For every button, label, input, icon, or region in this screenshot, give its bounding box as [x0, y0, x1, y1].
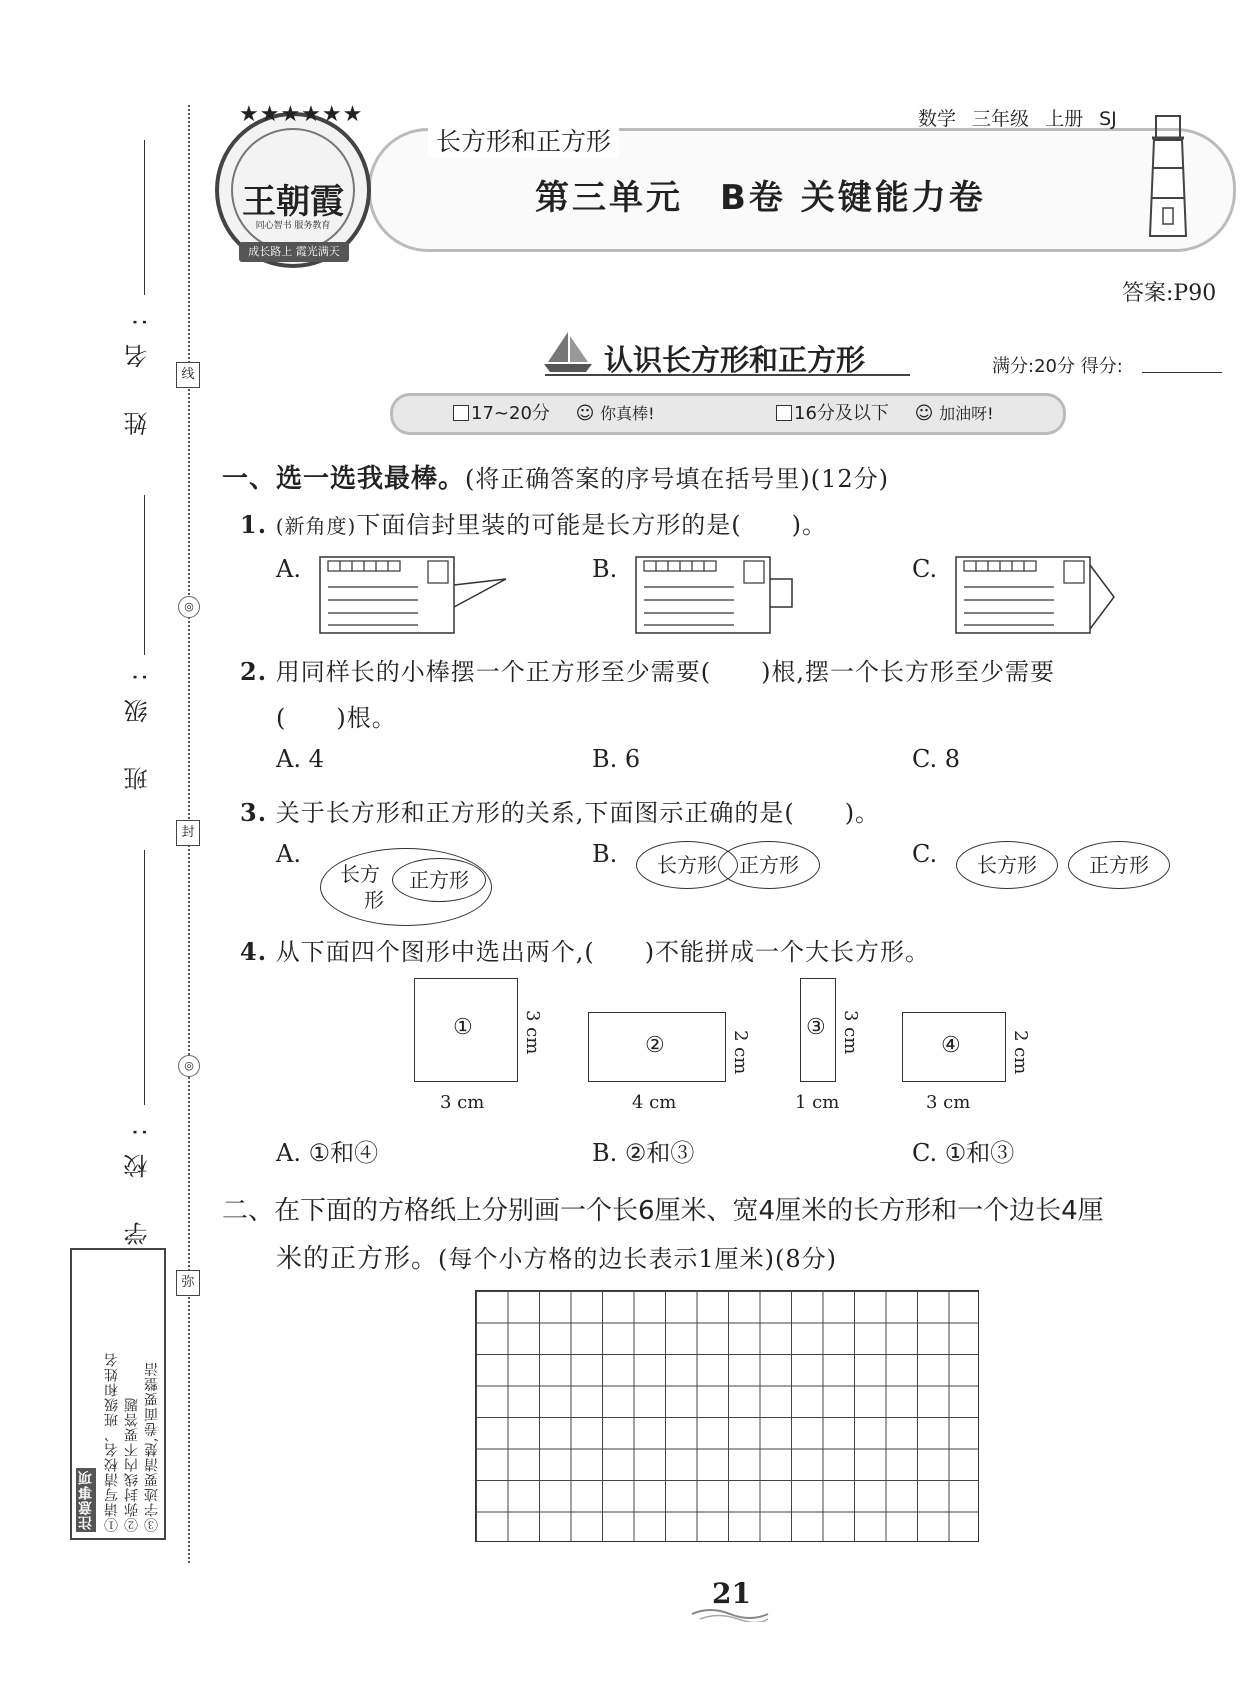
- q4-option-a[interactable]: A. ①和④: [276, 1139, 379, 1167]
- notice-box: [70, 1248, 166, 1540]
- sailboat-icon: [540, 330, 596, 374]
- ellipse-rectangle: 长方形: [956, 841, 1058, 889]
- school-blank: [144, 850, 145, 1105]
- ellipse-square: 正方形: [392, 858, 486, 902]
- smile-icon: ☺: [575, 403, 595, 424]
- ellipse-rect-label-1: 长方: [340, 862, 380, 886]
- shape-4-mark: ④: [941, 1033, 961, 1058]
- envelope-a-icon: [318, 555, 510, 635]
- ellipse-square: 正方形: [1068, 841, 1170, 889]
- shape-1-mark: ①: [453, 1015, 473, 1040]
- tier-low: [776, 396, 994, 432]
- q3-text: 关于长方形和正方形的关系,下面图示正确的是( )。: [275, 799, 881, 827]
- notice-item: ③字迹要清楚,卷面要整洁: [144, 1361, 160, 1532]
- book-meta: 数学 三年级 上册 SJ: [918, 108, 1117, 130]
- q1-option-b[interactable]: B.: [592, 555, 618, 583]
- unit-subtitle: 长方形和正方形: [428, 122, 619, 158]
- tier-low-comment: 加油呀!: [939, 404, 994, 423]
- q2-text: 用同样长的小棒摆一个正方形至少需要( )根,摆一个长方形至少需要: [275, 658, 1056, 686]
- name-blank: [144, 140, 145, 295]
- section-title: 认识长方形和正方形: [604, 343, 866, 377]
- part1-heading: [222, 458, 889, 495]
- shape-3: [800, 978, 836, 1082]
- score-tier-bar: [390, 393, 1066, 435]
- part2-heading-line2: [276, 1238, 837, 1275]
- shape-3-mark: ③: [806, 1015, 826, 1040]
- ellipse-rect-label-2: 形: [364, 888, 384, 912]
- score-blank[interactable]: [1142, 372, 1222, 373]
- seal-feng-mark: 封: [176, 820, 200, 846]
- part2-heading: 二、在下面的方格纸上分别画一个长6厘米、宽4厘米的长方形和一个边长4厘: [222, 1196, 1104, 1226]
- logo-ribbon: 成长路上 霞光满天: [239, 242, 349, 262]
- smile-icon: ☺: [914, 403, 934, 424]
- logo-name: 王朝霞: [242, 182, 344, 222]
- tier-low-label: 16分及以下: [794, 403, 889, 424]
- lighthouse-icon: [1138, 108, 1198, 238]
- logo-sub: 同心智书 服务教育: [255, 221, 331, 231]
- shape-3-height: 3 cm: [840, 1010, 861, 1055]
- part1-heading-text: 一、选一选我最棒。: [222, 464, 466, 494]
- class-label: 班 级:: [124, 655, 152, 791]
- q4-option-c[interactable]: C. ①和③: [912, 1139, 1015, 1167]
- q2-option-b[interactable]: B. 6: [592, 745, 641, 773]
- part2-note: (每个小方格的边长表示1厘米)(8分): [438, 1245, 838, 1273]
- shape-4-width: 3 cm: [926, 1092, 971, 1113]
- seal-dot-icon: ◎: [178, 596, 200, 618]
- q1-text: 下面信封里装的可能是长方形的是( )。: [356, 511, 828, 539]
- name-label: 姓 名:: [124, 300, 152, 436]
- q3-option-c[interactable]: C.: [912, 840, 938, 868]
- q4-text: 从下面四个图形中选出两个,( )不能拼成一个大长方形。: [275, 938, 931, 966]
- question-1: [240, 505, 827, 540]
- q2-number: 2.: [240, 657, 268, 686]
- q4-number: 4.: [240, 937, 268, 966]
- shape-2-mark: ②: [645, 1033, 665, 1058]
- wave-decoration-icon: [690, 1606, 770, 1622]
- star-icons: ★★★★★★: [239, 102, 364, 127]
- checkbox[interactable]: [776, 405, 792, 421]
- shape-4: [902, 1012, 1006, 1082]
- q2-option-a[interactable]: A. 4: [276, 745, 324, 773]
- q1-option-a[interactable]: A.: [276, 555, 301, 583]
- seal-line-mark: 线: [176, 362, 200, 388]
- part2-heading-text2: 米的正方形。: [276, 1244, 439, 1274]
- shape-1: [414, 978, 518, 1082]
- seal-dot-icon: ◎: [178, 1055, 200, 1077]
- shape-3-width: 1 cm: [795, 1092, 840, 1113]
- shape-2-height: 2 cm: [730, 1030, 751, 1075]
- shape-1-width: 3 cm: [440, 1092, 485, 1113]
- ellipse-square: 正方形: [718, 841, 820, 889]
- q1-tag: (新角度): [275, 514, 357, 538]
- q3-number: 3.: [240, 798, 268, 827]
- shape-4-height: 2 cm: [1010, 1030, 1031, 1075]
- question-2: [240, 652, 1055, 687]
- q1-option-c[interactable]: C.: [912, 555, 938, 583]
- notice-item: ②弥封线内不要答题: [124, 1397, 140, 1532]
- drawing-grid[interactable]: [475, 1290, 979, 1542]
- q2-option-c[interactable]: C. 8: [912, 745, 961, 773]
- tier-high-comment: 你真棒!: [600, 404, 655, 423]
- notice-title: 注意事项: [78, 1470, 94, 1530]
- seal-mi-mark: 弥: [176, 1270, 200, 1296]
- checkbox[interactable]: [453, 405, 469, 421]
- section-underline: [545, 374, 910, 376]
- envelope-b-icon: [634, 555, 804, 635]
- ellipse-rectangle: 长方形: [636, 841, 738, 889]
- brand-logo: [215, 102, 371, 268]
- score-label: 满分:20分 得分:: [992, 356, 1123, 377]
- part1-heading-note: (将正确答案的序号填在括号里)(12分): [465, 465, 890, 493]
- tier-high: [453, 396, 655, 432]
- shape-2-width: 4 cm: [632, 1092, 677, 1113]
- shape-1-height: 3 cm: [522, 1010, 543, 1055]
- page-title: 第三单元 B卷 关键能力卷: [535, 178, 986, 218]
- q3-option-a[interactable]: A.: [276, 840, 301, 868]
- envelope-c-icon: [954, 555, 1124, 635]
- q3-option-b[interactable]: B.: [592, 840, 618, 868]
- page-number: 21: [712, 1577, 751, 1610]
- notice-item: ①请写清校名、班级和姓名: [104, 1352, 120, 1532]
- q4-option-b[interactable]: B. ②和③: [592, 1139, 695, 1167]
- q1-number: 1.: [240, 510, 268, 539]
- class-blank: [144, 495, 145, 655]
- shape-2: [588, 1012, 726, 1082]
- answer-reference: 答案:P90: [1122, 281, 1217, 306]
- school-label: 学 校:: [124, 1110, 152, 1246]
- q2-text-continued: ( )根。: [276, 704, 397, 732]
- tier-high-label: 17~20分: [471, 403, 550, 424]
- question-3: [240, 793, 880, 828]
- question-4: [240, 932, 930, 967]
